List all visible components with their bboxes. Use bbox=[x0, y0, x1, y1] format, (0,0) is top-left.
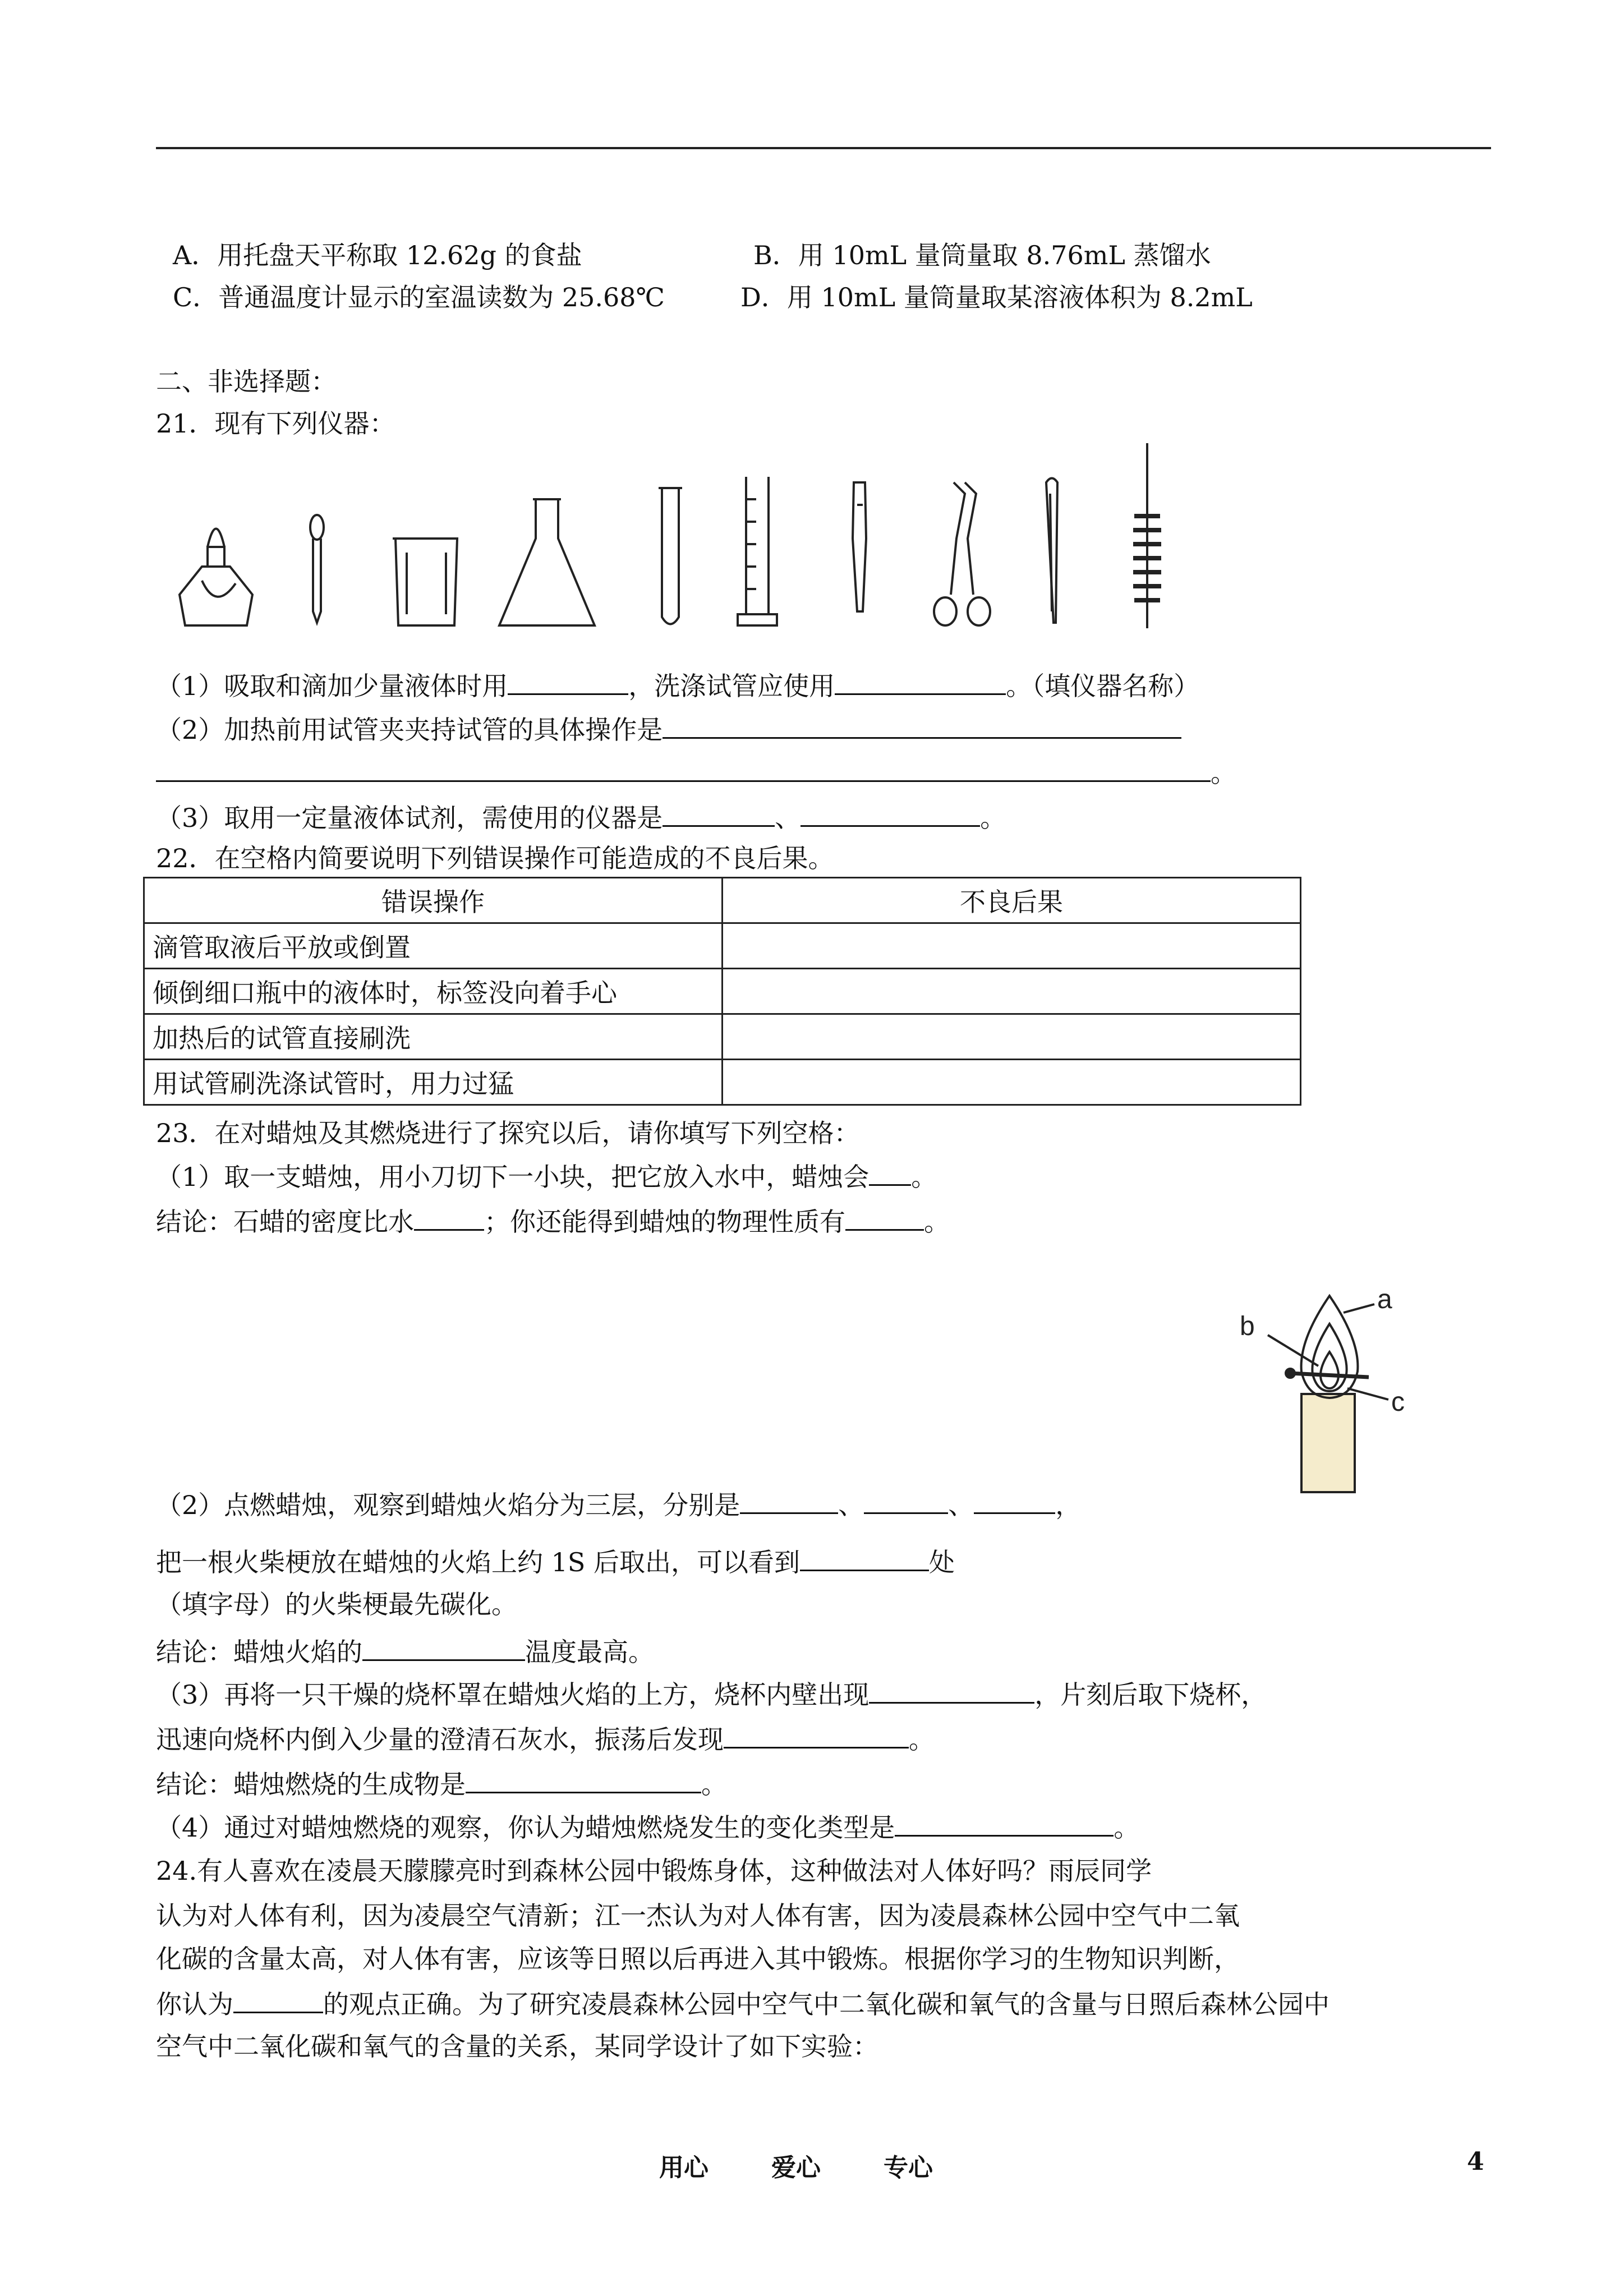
test-tube-icon bbox=[659, 488, 682, 624]
answer-blank[interactable] bbox=[845, 1203, 924, 1231]
consequence-cell[interactable] bbox=[723, 1060, 1301, 1105]
footer-left: 用心 bbox=[659, 2154, 709, 2182]
operation-cell: 加热后的试管直接刷洗 bbox=[144, 1014, 723, 1060]
answer-blank[interactable] bbox=[663, 711, 1181, 739]
answer-blank[interactable] bbox=[362, 1634, 525, 1661]
flame-label-b: b bbox=[1240, 1312, 1255, 1341]
crucible-tongs-icon bbox=[934, 482, 990, 625]
q24-line5: 空气中二氧化碳和氧气的含量的关系，某同学设计了如下实验： bbox=[156, 2031, 878, 2062]
q23-part2: （2）点燃蜡烛，观察到蜡烛火焰分为三层，分别是 、 、 ， bbox=[156, 1487, 1081, 1522]
operation-cell: 用试管刷洗涤试管时，用力过猛 bbox=[144, 1060, 723, 1105]
footer-right: 专心 bbox=[884, 2154, 933, 2182]
q21-part1: （1）吸取和滴加少量液体时用 ，洗涤试管应使用 。（填仪器名称） bbox=[156, 668, 1199, 703]
page-number: 4 bbox=[1467, 2147, 1484, 2176]
answer-blank[interactable] bbox=[864, 1487, 948, 1514]
answer-blank[interactable] bbox=[740, 1487, 838, 1514]
consequence-cell[interactable] bbox=[723, 1014, 1301, 1060]
q23-part2-line3: （填字母）的火柴梗最先碳化。 bbox=[156, 1589, 517, 1619]
operation-cell: 滴管取液后平放或倒置 bbox=[144, 923, 723, 969]
tweezers-icon bbox=[1046, 478, 1057, 623]
q22-table bbox=[143, 877, 1301, 1106]
flame-middle-icon bbox=[1312, 1324, 1346, 1391]
test-tube-brush-icon bbox=[1133, 443, 1161, 628]
beaker-icon bbox=[393, 539, 457, 625]
candle-icon bbox=[1301, 1394, 1355, 1492]
dropper-icon bbox=[310, 515, 324, 623]
table-row bbox=[144, 1060, 1301, 1105]
operation-cell: 倾倒细口瓶中的液体时，标签没向着手心 bbox=[144, 969, 723, 1014]
answer-blank[interactable] bbox=[466, 1766, 701, 1793]
answer-blank[interactable] bbox=[895, 1809, 1114, 1837]
q21-part2-line2: 。 bbox=[156, 754, 1236, 790]
q23-part1: （1）取一支蜡烛，用小刀切下一小块，把它放入水中，蜡烛会 。 bbox=[156, 1158, 937, 1194]
q23-part3: （3）再将一只干燥的烧杯罩在蜡烛火焰的上方，烧杯内壁出现 ，片刻后取下烧杯， bbox=[156, 1676, 1267, 1711]
q23-conclusion3: 结论：蜡烛燃烧的生成物是 。 bbox=[156, 1766, 727, 1801]
answer-blank[interactable] bbox=[869, 1158, 911, 1186]
q24-line2: 认为对人体有利，因为凌晨空气清新；江一杰认为对人体有害，因为凌晨森林公园中空气中二氧 bbox=[156, 1901, 1240, 1931]
q21-part2: （2）加热前用试管夹夹持试管的具体操作是 bbox=[156, 711, 1181, 747]
q24-line4: 你认为 的观点正确。为了研究凌晨森林公园中空气中二氧化碳和氧气的含量与日照后森林公园中 bbox=[156, 1986, 1329, 2021]
option-b: B．用 10mL 量筒量取 8.76mL 蒸馏水 bbox=[753, 240, 1211, 270]
footer-middle: 爱心 bbox=[771, 2154, 821, 2182]
answer-blank[interactable] bbox=[835, 668, 1006, 695]
q21-stem: 21．现有下列仪器： bbox=[156, 408, 395, 439]
section-title: 二、非选择题： bbox=[156, 366, 337, 397]
q23-stem: 23．在对蜡烛及其燃烧进行了探究以后，请你填写下列空格： bbox=[156, 1118, 860, 1148]
q23-conclusion2: 结论：蜡烛火焰的 温度最高。 bbox=[156, 1634, 654, 1669]
answer-blank[interactable] bbox=[800, 1544, 929, 1571]
graduated-cylinder-icon bbox=[738, 477, 777, 625]
answer-blank[interactable] bbox=[974, 1487, 1055, 1514]
answer-blank[interactable] bbox=[414, 1203, 484, 1231]
answer-blank[interactable] bbox=[801, 799, 980, 827]
q23-part3-line2: 迅速向烧杯内倒入少量的澄清石灰水，振荡后发现 。 bbox=[156, 1721, 935, 1756]
table-header-row bbox=[144, 878, 1301, 923]
header-operation: 错误操作 bbox=[144, 878, 723, 923]
option-a: A．用托盘天平称取 12.62g 的食盐 bbox=[173, 240, 582, 270]
answer-blank[interactable] bbox=[233, 1986, 323, 2013]
candle-figure bbox=[1217, 1279, 1442, 1503]
option-c: C．普通温度计显示的室温读数为 25.68℃ bbox=[173, 282, 665, 312]
option-d: D．用 10mL 量筒量取某溶液体积为 8.2mL bbox=[740, 282, 1253, 312]
consequence-cell[interactable] bbox=[723, 923, 1301, 969]
q24-line3: 化碳的含量太高，对人体有害，应该等日照以后再进入其中锻炼。根据你学习的生物知识判断， bbox=[156, 1944, 1240, 1974]
q23-part4: （4）通过对蜡烛燃烧的观察，你认为蜡烛燃烧发生的变化类型是 。 bbox=[156, 1809, 1139, 1844]
flame-label-a: a bbox=[1377, 1285, 1392, 1314]
flame-inner-icon bbox=[1321, 1352, 1338, 1388]
q21-part3: （3）取用一定量液体试剂，需使用的仪器是 、 。 bbox=[156, 799, 1006, 835]
table-row bbox=[144, 1014, 1301, 1060]
header-consequence: 不良后果 bbox=[723, 878, 1301, 923]
answer-blank[interactable] bbox=[156, 754, 1211, 782]
q24-line1: 24.有人喜欢在凌晨天朦朦亮时到森林公园中锻炼身体，这种做法对人体好吗？雨辰同学 bbox=[156, 1856, 1152, 1886]
answer-blank[interactable] bbox=[663, 799, 775, 827]
instruments-figure bbox=[168, 443, 1234, 639]
top-rule bbox=[156, 147, 1491, 149]
table-row bbox=[144, 923, 1301, 969]
test-tube-holder-icon bbox=[853, 482, 866, 611]
consequence-cell[interactable] bbox=[723, 969, 1301, 1014]
q23-conclusion1: 结论：石蜡的密度比水 ；你还能得到蜡烛的物理性质有 。 bbox=[156, 1203, 950, 1239]
answer-blank[interactable] bbox=[508, 668, 628, 695]
answer-blank[interactable] bbox=[869, 1676, 1034, 1704]
table-row bbox=[144, 969, 1301, 1014]
q23-part2-line2: 把一根火柴梗放在蜡烛的火焰上约 1S 后取出，可以看到 处 bbox=[156, 1544, 955, 1579]
flame-label-c: c bbox=[1391, 1387, 1405, 1417]
conical-flask-icon bbox=[499, 499, 595, 625]
answer-blank[interactable] bbox=[724, 1721, 909, 1749]
alcohol-lamp-icon bbox=[180, 529, 252, 626]
q22-stem: 22．在空格内简要说明下列错误操作可能造成的不良后果。 bbox=[156, 843, 834, 873]
